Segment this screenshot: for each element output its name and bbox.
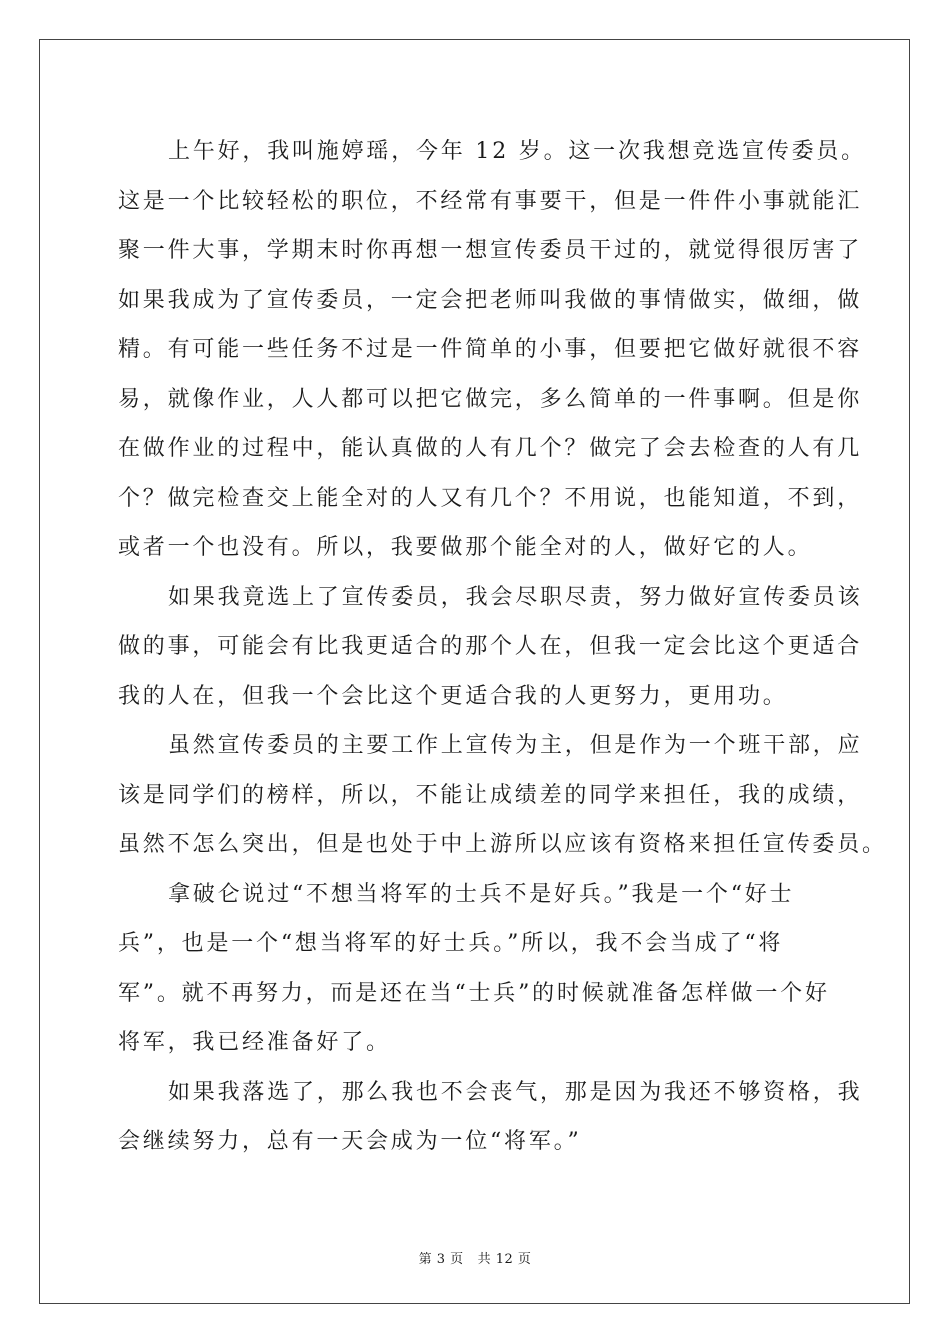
text-line: 精。有可能一些任务不过是一件简单的小事，但要把它做好就很不容	[118, 337, 863, 362]
text-line: 军”。就不再努力，而是还在当“士兵”的时候就准备怎样做一个好	[118, 980, 830, 1006]
text-line: 虽然宣传委员的主要工作上宣传为主，但是作为一个班干部，应	[168, 733, 863, 758]
text-line: 在做作业的过程中，能认真做的人有几个？做完了会去检查的人有几	[118, 436, 863, 461]
text-line: 易，就像作业，人人都可以把它做完，多么简单的一件事啊。但是你	[118, 386, 863, 412]
text-line: 虽然不怎么突出，但是也处于中上游所以应该有资格来担任宣传委员。	[118, 832, 887, 857]
text-line: 兵”，也是一个“想当将军的好士兵。”所以，我不会当成了“将	[118, 931, 784, 956]
text-line: 该是同学们的榜样，所以，不能让成绩差的同学来担任，我的成绩，	[118, 782, 863, 808]
text-line: 如果我落选了，那么我也不会丧气，那是因为我还不够资格，我	[168, 1079, 863, 1105]
text-line: 将军，我已经准备好了。	[118, 1030, 391, 1055]
text-line: 会继续努力，总有一天会成为一位“将军。”	[118, 1129, 582, 1154]
text-line: 如果我成为了宣传委员，一定会把老师叫我做的事情做实，做细，做	[118, 287, 863, 313]
text-line: 聚一件大事，学期末时你再想一想宣传委员干过的，就觉得很厉害了	[118, 238, 863, 263]
text-line: 如果我竟选上了宣传委员，我会尽职尽责，努力做好宣传委员该	[168, 584, 863, 610]
text-line: 上午好，我叫施婷瑶，今年 12 岁。这一次我想竞选宣传委员。	[168, 139, 866, 164]
text-line: 这是一个比较轻松的职位，不经常有事要干，但是一件件小事就能汇	[118, 188, 863, 214]
page-number: 第 3 页	[418, 1252, 464, 1267]
text-line: 做的事，可能会有比我更适合的那个人在，但我一定会比这个更适合	[118, 634, 863, 659]
text-line: 个？做完检查交上能全对的人又有几个？不用说，也能知道，不到，	[118, 485, 863, 511]
text-line: 我的人在，但我一个会比这个更适合我的人更努力，更用功。	[118, 683, 788, 709]
page-footer	[0, 1248, 950, 1267]
page-total: 共 12 页	[477, 1252, 532, 1267]
document-body	[118, 127, 887, 1167]
text-line: 拿破仑说过“不想当将军的士兵不是好兵。”我是一个“好士	[168, 881, 795, 907]
text-line: 或者一个也没有。所以，我要做那个能全对的人，做好它的人。	[118, 535, 813, 560]
